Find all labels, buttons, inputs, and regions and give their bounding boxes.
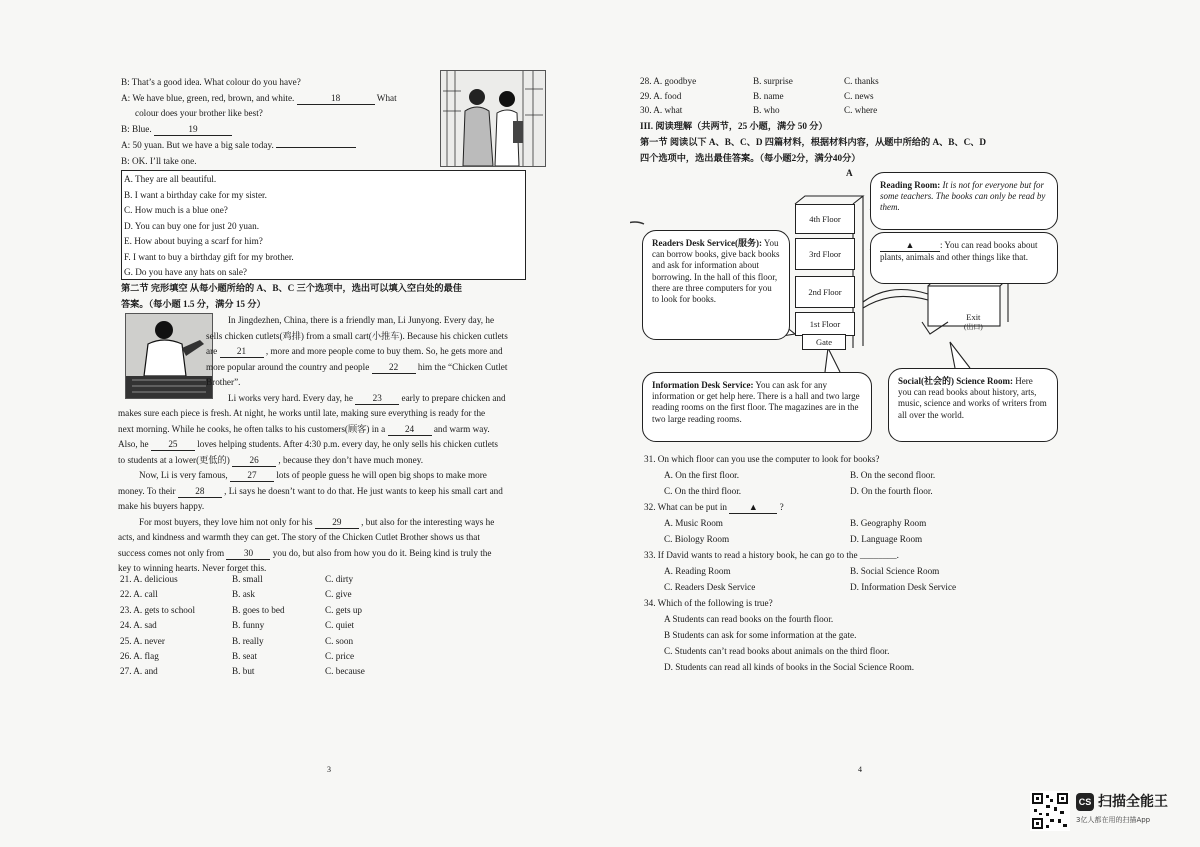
exit-label: Exit (出口) <box>964 312 983 331</box>
section3-sub2: 四个选项中，选出最佳答案。（每小题2分，满分40分） <box>640 153 861 163</box>
option: 25. A. never <box>120 635 165 646</box>
readers-desk-bubble: Readers Desk Service(服务): You can borrow books, give back books and ask for information about borrowing. In the hall of this floor, there are three computers for you to look for books. <box>642 230 790 340</box>
option: B. surprise <box>753 76 793 86</box>
passage-line: next morning. While he cooks, he often talks to his customers(顾客) in a 24 and warm way. <box>118 423 490 434</box>
passage-line: makes sure each piece is fresh. At night, he works until late, making sure everything is ready for the <box>118 408 486 418</box>
passage-line: Li works very hard. Every day, he 23 early to prepare chicken and <box>228 392 506 403</box>
qr-code-icon <box>1030 791 1070 831</box>
question-32: 32. What can be put in ▲ ? <box>644 502 784 512</box>
passage-line: success comes not only from 30 you do, but also from how you do it. Being kind is truly the <box>118 547 492 558</box>
option: C. where <box>844 105 878 115</box>
blank-29: 29 <box>315 516 359 529</box>
dialogue-line: B: That’s a good idea. What colour do you have? <box>121 77 301 87</box>
blank-21: 21 <box>220 345 264 358</box>
blank-20 <box>276 147 356 148</box>
shop-illustration <box>440 70 546 167</box>
dialogue-line: B: Blue. 19 <box>121 123 232 136</box>
social-science-bubble: Social(社会的) Science Room: Here you can read books about history, arts, music, science and works of writers from all over the world. <box>888 368 1058 442</box>
option: 22. A. call <box>120 589 158 600</box>
option: C. quiet <box>325 620 355 631</box>
blank-18: 18 <box>297 92 375 105</box>
q34-option-c: C. Students can’t read books about animals on the third floor. <box>664 646 890 656</box>
passage-line: to students at a lower(更低的) 26 , because they don’t have much money. <box>118 454 424 465</box>
passage-line: are 21 , more and more people come to buy them. So, he gets more and <box>206 346 503 356</box>
option: C. thanks <box>844 76 879 86</box>
q33-option-b: B. Social Science Room <box>850 566 940 576</box>
blank-23: 23 <box>355 392 399 405</box>
option-f: F. I want to buy a birthday gift for my brother. <box>124 251 294 262</box>
option: 24. A. sad <box>120 620 157 631</box>
blank-19: 19 <box>154 123 232 136</box>
triangle-blank: ▲ <box>729 501 777 514</box>
page-number: 4 <box>858 765 862 774</box>
cook-illustration <box>125 313 213 399</box>
option: 28. A. goodbye <box>640 76 697 86</box>
option: C. gets up <box>325 604 363 615</box>
passage-line: key to winning hearts. Never forget this. <box>118 563 267 573</box>
section2-title-2: 答案。（每小题 1.5 分，满分 15 分） <box>121 299 266 309</box>
q31-option-d: D. On the fourth floor. <box>850 486 933 496</box>
passage-line: Now, Li is very famous, 27 lots of people guess he will open big shops to make more <box>139 470 487 480</box>
right-page <box>640 60 1060 780</box>
option: 30. A. what <box>640 105 683 115</box>
dialogue-line: A: We have blue, green, red, brown, and white. 18 What <box>121 93 397 103</box>
passage-line: money. To their 28 , Li says he doesn’t want to do that. He just wants to keep his small cart and <box>118 485 503 496</box>
reading-room-bubble: Reading Room: It is not for everyone but for some teachers. The books can only be read by them. <box>870 172 1058 230</box>
option-c: C. How much is a blue one? <box>124 205 228 215</box>
blank-30: 30 <box>226 547 270 560</box>
q31-option-c: C. On the third floor. <box>664 486 742 496</box>
option: C. news <box>844 90 874 101</box>
blank-24: 24 <box>388 423 432 436</box>
floor-2: 2nd Floor <box>795 276 855 308</box>
passage-line: acts, and kindness and warmth they can get. The story of the Chicken Cutlet Brother shows us that <box>118 532 480 542</box>
answer-options-28-30 <box>640 74 1060 120</box>
triangle-room-bubble: ▲ : You can read books about plants, animals and other things like that. <box>870 232 1058 284</box>
passage-line: Also, he 25 loves helping students. After 4:30 p.m. every day, he only sells his chicken cutlets <box>118 439 498 449</box>
passage-line: In Jingdezhen, China, there is a friendly man, Li Junyong. Every day, he <box>228 315 495 325</box>
camscanner-logo-icon: CS <box>1076 793 1094 811</box>
q34-option-a: A Students can read books on the fourth floor. <box>664 614 834 624</box>
option: 26. A. flag <box>120 651 159 661</box>
dialogue-line: colour does your brother like best? <box>135 108 263 118</box>
blank-25: 25 <box>151 438 195 451</box>
q33-option-d: D. Information Desk Service <box>850 582 957 592</box>
q32-option-a: A. Music Room <box>664 518 723 528</box>
dialogue-line: A: 50 yuan. But we have a big sale today. <box>121 139 356 151</box>
q33-option-c: C. Readers Desk Service <box>664 582 756 592</box>
option: C. soon <box>325 635 354 646</box>
left-page <box>115 60 545 780</box>
q32-option-d: D. Language Room <box>850 534 923 544</box>
options-box <box>121 170 526 280</box>
floor-4: 4th Floor <box>795 204 855 234</box>
library-diagram <box>630 172 1060 452</box>
option-d: D. You can buy one for just 20 yuan. <box>124 220 259 231</box>
option-a: A. They are all beautiful. <box>124 174 217 184</box>
q32-option-b: B. Geography Room <box>850 518 927 528</box>
blank-22: 22 <box>372 361 416 374</box>
q31-option-b: B. On the second floor. <box>850 470 936 480</box>
passage-line: more popular around the country and people 22 him the “Chicken Cutlet <box>206 361 508 372</box>
option-e: E. How about buying a scarf for him? <box>124 236 263 246</box>
q32-option-c: C. Biology Room <box>664 534 730 544</box>
section2-title: 第二节 完形填空 从每小题所给的 A、B、C 三个选项中，选出可以填入空白处的最佳 <box>121 283 462 293</box>
dialogue-line: B: OK. I’ll take one. <box>121 156 197 166</box>
option: C. because <box>325 666 365 677</box>
info-desk-bubble: Information Desk Service: You can ask for any information or get help here. There is a hall and two large reading rooms on the first floor. The magazines are in the two large reading rooms. <box>642 372 872 442</box>
option: 21. A. delicious <box>120 574 178 584</box>
q34-option-d: D. Students can read all kinds of books in the Social Science Room. <box>664 662 915 672</box>
option: 29. A. food <box>640 90 682 101</box>
passage-line: sells chicken cutlets(鸡排) from a small cart(小推车). Because his chicken cutlets <box>206 330 508 341</box>
blank-27: 27 <box>230 469 274 482</box>
brand-name: 扫描全能王 <box>1098 794 1168 810</box>
option: B. name <box>753 90 784 101</box>
question-31: 31. On which floor can you use the computer to look for books? <box>644 454 880 464</box>
option: 27. A. and <box>120 666 158 677</box>
floor-3: 3rd Floor <box>795 238 855 270</box>
option: B. ask <box>232 589 255 600</box>
question-33: 33. If David wants to read a history book, he can go to the ________. <box>644 550 899 560</box>
part-label: A <box>846 168 853 178</box>
option: B. who <box>753 105 780 115</box>
option: B. seat <box>232 651 258 661</box>
option: 23. A. gets to school <box>120 604 196 615</box>
q31-option-a: A. On the first floor. <box>664 470 740 480</box>
option: C. give <box>325 589 352 600</box>
option: B. but <box>232 666 255 677</box>
blank-28: 28 <box>178 485 222 498</box>
scanner-watermark <box>1030 789 1180 833</box>
section3-sub1: 第一节 阅读以下 A、B、C、D 四篇材料，根据材料内容，从题中所给的 A、B、C、D <box>640 137 987 147</box>
passage-line: For most buyers, they love him not only for his 29 , but also for the interesting ways he <box>139 516 495 527</box>
blank-26: 26 <box>232 454 276 467</box>
q34-option-b: B Students can ask for some information at the gate. <box>664 630 857 640</box>
option: C. dirty <box>325 574 354 584</box>
page-number: 3 <box>327 765 331 774</box>
triangle-blank: ▲ <box>880 240 940 252</box>
option: B. really <box>232 635 264 646</box>
option: B. funny <box>232 620 265 631</box>
option-g: G. Do you have any hats on sale? <box>124 267 247 277</box>
floor-1: 1st Floor <box>795 312 855 336</box>
option: B. small <box>232 574 263 584</box>
section3-title: III. 阅读理解（共两节，25 小题，满分 50 分） <box>640 121 828 131</box>
gate: Gate <box>802 334 846 350</box>
option: C. price <box>325 651 355 661</box>
passage-line: make his buyers happy. <box>118 501 205 511</box>
option: B. goes to bed <box>232 604 285 615</box>
q33-option-a: A. Reading Room <box>664 566 731 576</box>
answer-options-21-27 <box>120 572 540 682</box>
question-34: 34. Which of the following is true? <box>644 598 773 608</box>
passage-line: Brother”. <box>206 377 241 387</box>
brand-tagline: 3亿人都在用的扫描App <box>1076 816 1151 824</box>
option-b: B. I want a birthday cake for my sister. <box>124 189 267 200</box>
